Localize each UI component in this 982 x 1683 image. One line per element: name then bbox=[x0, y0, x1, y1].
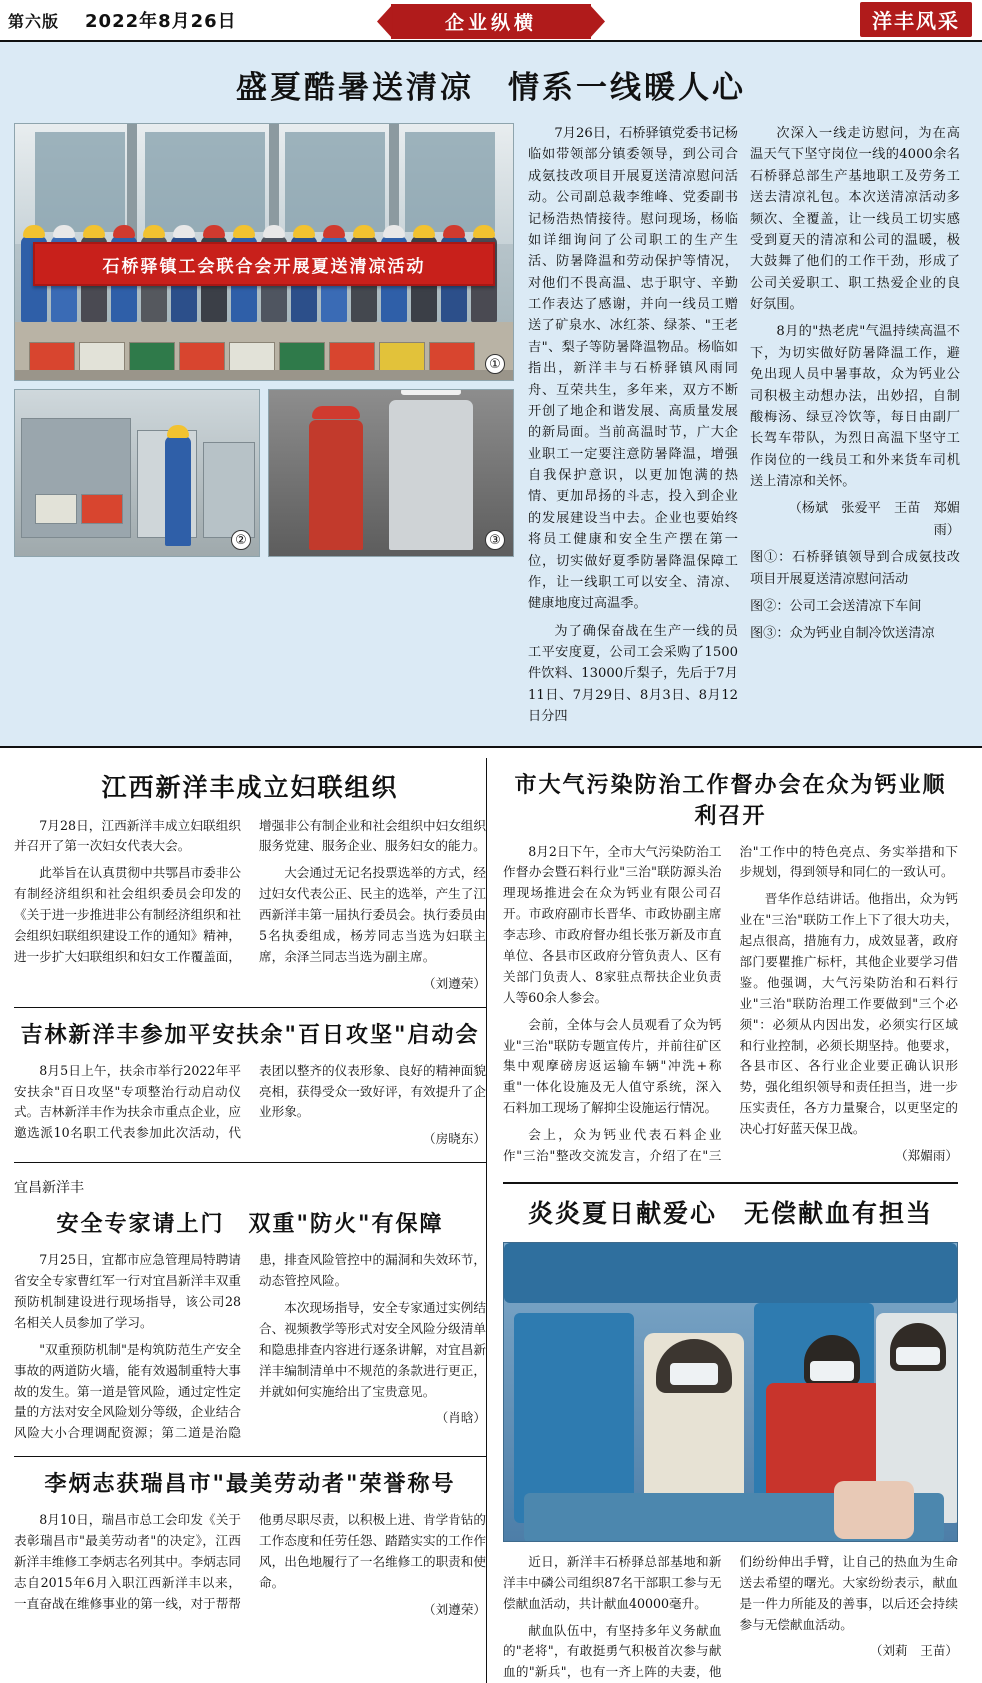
divider-1 bbox=[14, 1007, 486, 1008]
feature-p3: 次深入一线走访慰问，为在高温天气下坚守岗位一线的4000余名石桥驿总部生产基地职工及劳务工送去清凉礼包。本次送清凉活动多频次、全覆盖，让一线员工切实感受到夏天的清凉和公司的温暖，极大鼓舞了他们的工作干劲，形成了公司关爱职工、职工热爱企业的良好氛围。 bbox=[750, 123, 960, 315]
right-column bbox=[486, 758, 958, 1683]
lower-section bbox=[0, 748, 982, 1683]
article-title-daqi: 市大气污染防治工作督办会在众为钙业顺利召开 bbox=[503, 768, 958, 830]
blood-donation-photo bbox=[503, 1242, 958, 1542]
photo-number-2: ② bbox=[231, 530, 251, 550]
daqi-p2: 会前，全体与会人员观看了众为钙业"三治"联防专题宣传片，并前往矿区集中观摩磅房返运输车辆"冲洗+称重"一体化设施及无人值守系统，深入石料加工现场了解抑尘设施运行情况。 bbox=[503, 1015, 722, 1119]
article-kicker-yichang: 宜昌新洋丰 bbox=[14, 1177, 486, 1197]
blood-byline: （刘莉 王苗） bbox=[740, 1641, 959, 1662]
article-body-blood bbox=[503, 1552, 958, 1683]
left-column bbox=[14, 758, 486, 1683]
jilin-byline: （房晓东） bbox=[259, 1129, 486, 1150]
feature-photo-column bbox=[14, 123, 514, 734]
daqi-p4: 晋华作总结讲话。他指出，众为钙业在"三治"联防工作上下了很大功夫，起点很高，措施有力，成效显著，政府部门要瞿推广标杆，其他企业要学习借鉴。他强调，大气污染防治和石料行业"三治"联防治理工作要做到"三个必须"：必须从内因出发，必须实行区域和行业控制，必须长期坚持。他要求，各县市区、各行业企业要正确认识形势，强化组织领导和责任担当，进一步压实责任，各方力量聚合，以更坚定的决心打好蓝天保卫战。 bbox=[740, 889, 959, 1140]
feature-photo-3 bbox=[268, 389, 514, 557]
yichang-p3: 本次现场指导，安全专家通过实例结合、视频教学等形式对安全风险分级清单和隐患排查内容进行逐条讲解，对宜昌新洋丰编制清单中不规范的条款进行更正，并就如何实施给出了宝贵意见。 bbox=[259, 1298, 486, 1402]
libingzhi-p1: 8月10日，瑞昌市总工会印发《关于表彰瑞昌市"最美劳动者"的决定》，江西新洋丰维修工李炳志名列其中。李炳志同志自2015年6月入职江西新洋丰以来，一直奋战在维修事业的第一线，对于帮帮他勇尽职尽责，以积极上进、肯学肯钻的工作态度和任劳任怨、踏踏实实的工作作风，出色地履行了一名维修工的职责和使命。 bbox=[14, 1510, 486, 1620]
feature-column-2 bbox=[750, 123, 960, 734]
photo-number-1: ① bbox=[485, 354, 505, 374]
article-body-jilin bbox=[14, 1061, 486, 1151]
section-banner: 企业纵横 bbox=[391, 4, 591, 39]
feature-caption-1: 图①：石桥驿镇领导到合成氨技改项目开展夏送清凉慰问活动 bbox=[750, 547, 960, 590]
jilin-p1: 8月5日上午，扶余市举行2022年平安扶余"百日攻坚"专项整治行动启动仪式。吉林新洋丰作为扶余市重点企业，应邀选派10名职工代表参加此次活动，代表团以整齐的仪表形象、良好的精神面貌亮相，获得受众一致好评，有效提升了企业形象。 bbox=[14, 1061, 486, 1151]
article-title-jiangxi: 江西新洋丰成立妇联组织 bbox=[14, 768, 486, 804]
photo-number-3: ③ bbox=[485, 530, 505, 550]
blood-p1: 近日，新洋丰石桥驿总部基地和新洋丰中磷公司组织87名干部职工参与无偿献血活动，共计献血40000毫升。 bbox=[503, 1552, 722, 1615]
feature-caption-2: 图②：公司工会送清凉下车间 bbox=[750, 596, 960, 617]
event-banner-text: 石桥驿镇工会联合会开展夏送清凉活动 bbox=[33, 242, 495, 286]
article-body-daqi bbox=[503, 842, 958, 1170]
section-banner-wrap bbox=[391, 4, 591, 39]
yichang-byline: （肖晗） bbox=[259, 1408, 486, 1429]
feature-headline: 盛夏酷暑送清凉 情系一线暖人心 bbox=[14, 62, 968, 107]
feature-text-columns bbox=[528, 123, 968, 734]
feature-p2: 为了确保奋战在生产一线的员工平安度夏，公司工会采购了1500件饮料、13000斤梨子，先后于7月11日、7月29日、8月3日、8月12日分四 bbox=[528, 621, 738, 728]
article-body-jiangxi bbox=[14, 816, 486, 995]
feature-caption-3: 图③：众为钙业自制冷饮送清凉 bbox=[750, 623, 960, 644]
article-title-yichang: 安全专家请上门 双重"防火"有保障 bbox=[14, 1207, 486, 1238]
masthead bbox=[0, 0, 982, 42]
article-title-blood: 炎炎夏日献爱心 无偿献血有担当 bbox=[503, 1194, 958, 1230]
jiangxi-p3: 大会通过无记名投票选举的方式，经过妇女代表公正、民主的选举，产生了江西新洋丰第一届执行委员会。执行委员由5名执委组成，杨芳同志当选为妇联主席，余泽兰同志当选为副主席。 bbox=[259, 863, 486, 967]
feature-column-1 bbox=[528, 123, 738, 734]
feature-photo-1 bbox=[14, 123, 514, 381]
blood-p2: 献血队伍中，有坚持多年义务献血的"老将"，有敢挺勇气积极首次参与献血的"新兵"，也有一齐上阵的夫妻，他们纷纷伸出手臂，让自己的热血为生命送去希望的曙光。大家纷纷表示，献血是一件力所能及的善事，以后还会持续参与无偿献血活动。 bbox=[503, 1552, 958, 1683]
feature-photo-row bbox=[14, 389, 514, 557]
jiangxi-byline: （刘遵荣） bbox=[259, 974, 486, 995]
page-number-label: 第六版 bbox=[8, 9, 59, 32]
article-title-libingzhi: 李炳志获瑞昌市"最美劳动者"荣誉称号 bbox=[14, 1467, 486, 1498]
divider-3 bbox=[14, 1456, 486, 1457]
libingzhi-byline: （刘遵荣） bbox=[259, 1600, 486, 1621]
supply-boxes bbox=[15, 322, 513, 380]
divider-2 bbox=[14, 1162, 486, 1163]
masthead-left bbox=[8, 7, 237, 33]
feature-section bbox=[0, 42, 982, 748]
feature-body bbox=[14, 123, 968, 734]
jiangxi-p1: 7月28日，江西新洋丰成立妇联组织并召开了第一次妇女代表大会。 bbox=[14, 816, 241, 858]
divider-4 bbox=[503, 1182, 958, 1184]
yichang-p1: 7月25日，宜都市应急管理局特聘请省安全专家曹红军一行对宜昌新洋丰双重预防机制建设进行现场指导，该公司28名相关人员参加了学习。 bbox=[14, 1250, 241, 1334]
jiangxi-p2: 此举旨在认真贯彻中共鄂昌市委非公有制经济组织和社会组织委员会印发的《关于进一步推进非公有制经济组织和社会组织妇联组织建设工作的通知》精神，进一步扩大妇联组织和妇女工作覆盖面，增强非公有制企业和社会组织中妇女组织服务党建、服务企业、服务妇女的能力。 bbox=[14, 816, 486, 995]
newspaper-logo: 洋丰风采 bbox=[860, 2, 972, 37]
feature-p4: 8月的"热老虎"气温持续高温不下，为切实做好防暑降温工作，避免出现人员中暑事故，众为钙业公司积极主动想办法，出妙招，自制酸梅汤、绿豆冷饮等，每日由副厂长驾车带队，为烈日高温下坚守工作岗位的一线员工和外来货车司机送上清凉和关怀。 bbox=[750, 321, 960, 492]
article-body-libingzhi bbox=[14, 1510, 486, 1620]
article-body-yichang bbox=[14, 1250, 486, 1444]
issue-date: 2022年8月26日 bbox=[85, 7, 237, 33]
daqi-p1: 8月2日下午，全市大气污染防治工作督办会暨石料行业"三治"联防源头治理现场推进会在众为钙业有限公司召开。市政府副市长晋华、市政协副主席李志珍、市政府督办组长张万新及市直单位、各县市区政府分管负责人、区有关部门负责人、8家驻点帮扶企业负责人等60余人参会。 bbox=[503, 842, 722, 1009]
feature-p1: 7月26日，石桥驿镇党委书记杨临如带领部分镇委领导，到公司合成氨技改项目开展夏送清凉慰问活动。公司副总裁李维峰、党委副书记杨浩热情接待。慰问现场，杨临如详细询问了公司职工的生产生活、防暑降温和劳动保护等情况，对他们不畏高温、忠于职守、辛勤工作表达了感谢，并向一线员工赠送了矿泉水、冰红茶、绿茶、"王老吉"、梨子等防暑降温物品。杨临如指出，新洋丰与石桥驿镇风雨同舟、互荣共生，多年来，双方不断开创了地企和谐发展、高质量发展的新局面。当前高温时节，广大企业职工一定要注意防暑降温，增强自我保护意识，以更加饱满的热情、更加昂扬的斗志，投入到企业的发展建设当中去。企业也要始终将员工健康和安全生产摆在第一位，切实做好夏季防暑降温保障工作，让一线职工可以安全、清凉、健康地度过高温季。 bbox=[528, 123, 738, 615]
feature-photo-2 bbox=[14, 389, 260, 557]
yichang-p2: "双重预防机制"是构筑防范生产安全事故的两道防火墙，能有效遏制重特大事故的发生。第一道是管风险，通过定性定量的方法对安全风险划分等级，企业结合风险大小合理调配资源；第二道是治隐患，排查风险管控中的漏洞和失效环节，动态管控风险。 bbox=[14, 1250, 486, 1444]
article-title-jilin: 吉林新洋丰参加平安扶余"百日攻坚"启动会 bbox=[14, 1018, 486, 1049]
feature-byline: （杨斌 张爱平 王苗 郑媚雨） bbox=[750, 498, 960, 541]
daqi-p3: 会上，众为钙业代表石料企业作"三治"整改交流发言，介绍了在"三治"工作中的特色亮点、务实举措和下步规划，得到领导和同仁的一致认可。 bbox=[503, 842, 958, 1170]
daqi-byline: （郑媚雨） bbox=[740, 1146, 959, 1167]
